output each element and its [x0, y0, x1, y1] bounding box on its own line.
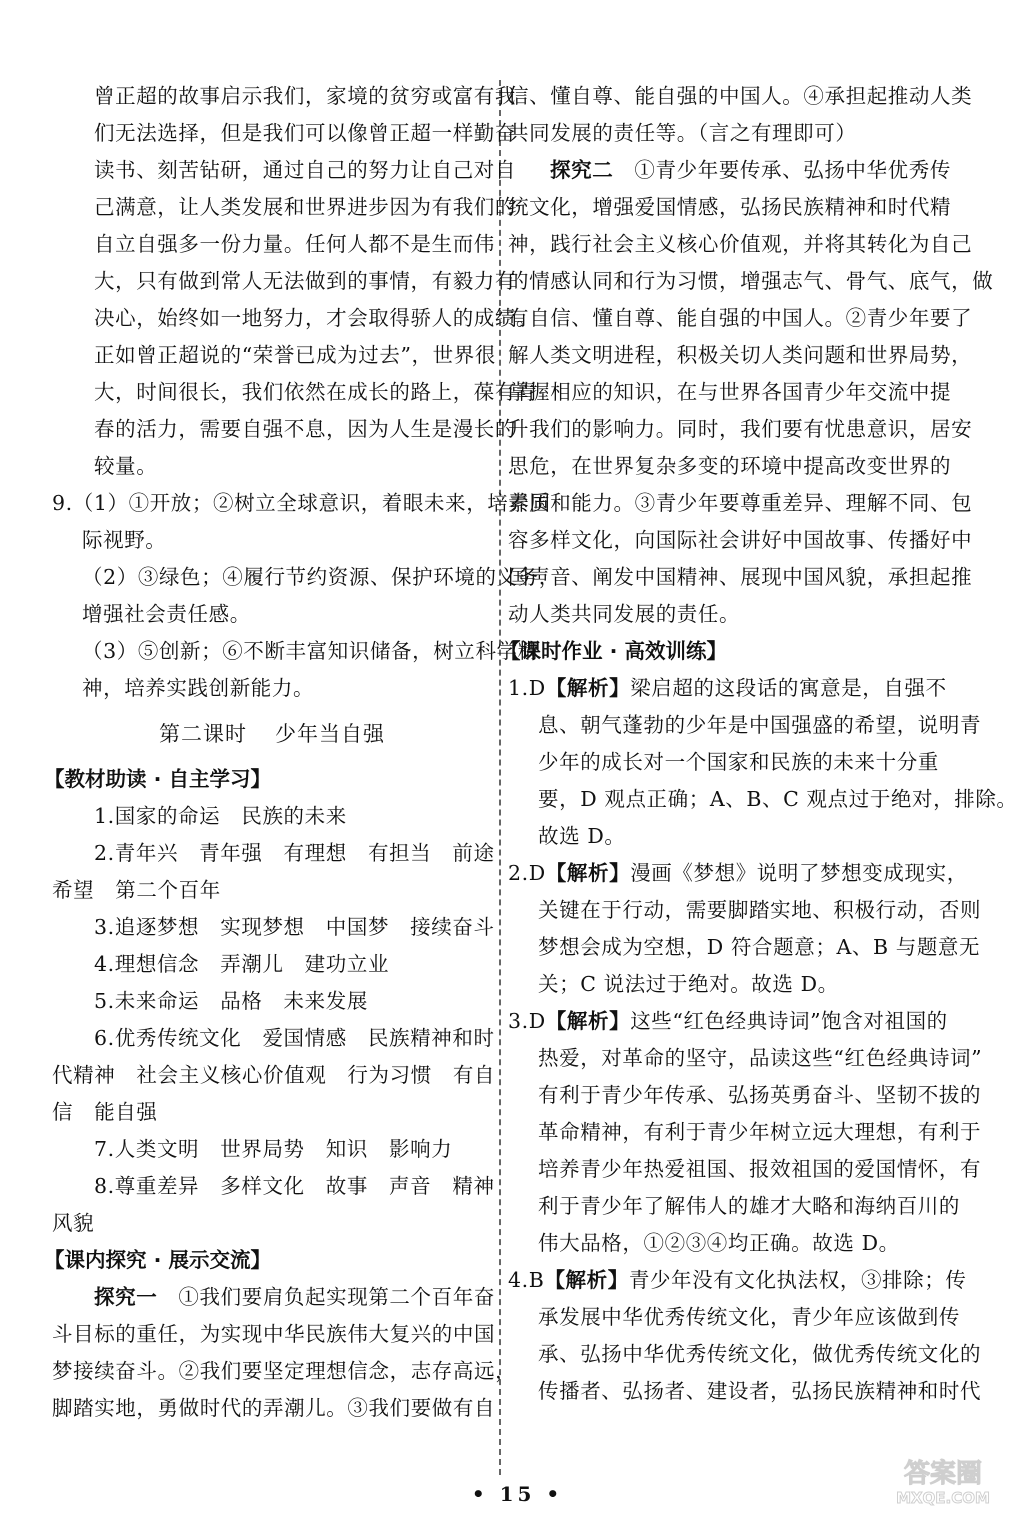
analysis-label: 【解析】: [545, 676, 631, 700]
inquiry-2-line: 动人类共同发展的责任。: [508, 602, 741, 626]
question-2-text: 漫画《梦想》说明了梦想变成现实，: [630, 861, 968, 885]
question-4-line: [508, 1262, 967, 1299]
text-line: 曾正超的故事启示我们，家境的贫穷或富有我: [94, 84, 516, 108]
text-line: 们无法选择，但是我们可以像曾正超一样勤奋: [94, 121, 516, 145]
question-3-line: 利于青少年了解伟人的雄才大略和海纳百川的: [538, 1194, 960, 1218]
question-9-line: 神，培养实践创新能力。: [82, 676, 315, 700]
question-3-line: 有利于青少年传承、弘扬英勇奋斗、坚韧不拔的: [538, 1083, 982, 1107]
inquiry-2-line: 神，践行社会主义核心价值观，并将其转化为自己: [508, 232, 973, 256]
question-4-line: 承、弘扬中华优秀传统文化，做优秀传统文化的: [538, 1342, 982, 1366]
question-1-line: [508, 670, 948, 707]
question-1-line: 息、朝气蓬勃的少年是中国强盛的希望，说明青: [538, 713, 982, 737]
inquiry-2-line: 的情感认同和行为习惯，增强志气、骨气、底气，做: [508, 269, 994, 293]
inquiry-2-line: 素质和能力。③青少年要尊重差异、理解不同、包: [508, 491, 973, 515]
inquiry-1-line: [52, 1279, 495, 1316]
question-1-number: 1.D: [508, 676, 546, 700]
text-line: 己满意，让人类发展和世界进步因为有我们的: [94, 195, 516, 219]
question-2-line: 关键在于行动，需要脚踏实地、积极行动，否则: [538, 898, 982, 922]
text-line: 大，时间很长，我们依然在成长的路上，葆有青: [94, 380, 538, 404]
answer-line: 代精神 社会主义核心价值观 行为习惯 有自: [52, 1063, 496, 1087]
inquiry-2-label: 探究二: [550, 158, 614, 182]
answer-line: 8.尊重差异 多样文化 故事 声音 精神: [94, 1174, 495, 1198]
question-3-line: 革命精神，有利于青少年树立远大理想，有利于: [538, 1120, 982, 1144]
inquiry-2-line: 思危，在世界复杂多变的环境中提高改变世界的: [508, 454, 952, 478]
watermark-logo: [873, 1448, 1013, 1508]
svg-text:答案圈: 答案圈: [903, 1459, 983, 1489]
right-column: [500, 78, 1018, 1410]
text-line: 信、懂自尊、能自强的中国人。④承担起推动人类: [508, 84, 973, 108]
section-heading-homework: 【课时作业 · 高效训练】: [500, 639, 728, 663]
svg-text:MXQE.COM: MXQE.COM: [896, 1489, 990, 1507]
question-2-line: 关；C 说法过于绝对。故选 D。: [538, 972, 839, 996]
inquiry-2-line: 升我们的影响力。同时，我们要有忧患意识，居安: [508, 417, 973, 441]
inquiry-2-line: 统文化，增强爱国情感，弘扬民族精神和时代精: [508, 195, 952, 219]
question-3-text: 这些“红色经典诗词”饱含对祖国的: [630, 1009, 948, 1033]
answer-line: 2.青年兴 青年强 有理想 有担当 前途: [94, 841, 495, 865]
question-9-line: （2）③绿色；④履行节约资源、保护环境的义务，: [82, 565, 560, 589]
inquiry-1-label: 探究一: [94, 1285, 158, 1309]
answer-line: 6.优秀传统文化 爱国情感 民族精神和时: [94, 1026, 495, 1050]
text-line: 决心，始终如一地努力，才会取得骄人的成绩。: [94, 306, 538, 330]
answer-line: 3.追逐梦想 实现梦想 中国梦 接续奋斗: [94, 915, 495, 939]
analysis-label: 【解析】: [544, 1268, 629, 1292]
page-number: • 15 •: [471, 1482, 564, 1506]
question-1-line: 故选 D。: [538, 824, 626, 848]
inquiry-2-line: 有自信、懂自尊、能自强的中国人。②青少年要了: [508, 306, 973, 330]
question-3-line: 伟大品格，①②③④均正确。故选 D。: [538, 1231, 900, 1255]
section-heading-class-inquiry: 【课内探究 · 展示交流】: [44, 1248, 272, 1272]
section-heading-textbook-reading: 【教材助读 · 自主学习】: [44, 767, 272, 791]
inquiry-2-line: [508, 152, 951, 189]
question-9-line: （3）⑤创新；⑥不断丰富知识储备，树立科学精: [82, 639, 539, 663]
question-9-line: 9.（1）①开放；②树立全球意识，着眼未来，培养国: [52, 491, 551, 515]
analysis-label: 【解析】: [545, 1009, 631, 1033]
question-4-line: 承发展中华优秀传统文化，青少年应该做到传: [538, 1305, 960, 1329]
answer-line: 希望 第二个百年: [52, 878, 221, 902]
question-3-number: 3.D: [508, 1009, 546, 1033]
inquiry-2-text: ①青少年要传承、弘扬中华优秀传: [634, 158, 951, 182]
question-9-line: 增强社会责任感。: [82, 602, 251, 626]
text-line: 正如曾正超说的“荣誉已成为过去”，世界很: [94, 343, 496, 367]
text-line: 共同发展的责任等。（言之有理即可）: [508, 121, 857, 145]
answer-line: 7.人类文明 世界局势 知识 影响力: [94, 1137, 453, 1161]
answer-line: 1.国家的命运 民族的未来: [94, 804, 347, 828]
inquiry-2-line: 国声音、阐发中国精神、展现中国风貌，承担起推: [508, 565, 973, 589]
text-line: 较量。: [94, 454, 158, 478]
text-line: 读书、刻苦钻研，通过自己的努力让自己对自: [94, 158, 516, 182]
lesson-title-part: 第二课时: [159, 722, 247, 746]
question-4-number: 4.B: [508, 1268, 545, 1292]
question-1-line: 少年的成长对一个国家和民族的未来十分重: [538, 750, 939, 774]
question-3-line: 热爱，对革命的坚守，品读这些“红色经典诗词”: [538, 1046, 983, 1070]
answer-line: 5.未来命运 品格 未来发展: [94, 989, 368, 1013]
text-line: 春的活力，需要自强不息，因为人生是漫长的: [94, 417, 516, 441]
question-3-line: 培养青少年热爱祖国、报效祖国的爱国情怀，有: [538, 1157, 982, 1181]
question-2-line: 梦想会成为空想，D 符合题意；A、B 与题意无: [538, 935, 981, 959]
inquiry-2-line: 解人类文明进程，积极关切人类问题和世界局势，: [508, 343, 973, 367]
inquiry-2-line: 掌握相应的知识，在与世界各国青少年交流中提: [508, 380, 952, 404]
question-9-line: 际视野。: [82, 528, 167, 552]
text-line: 大，只有做到常人无法做到的事情，有毅力有: [94, 269, 516, 293]
inquiry-1-text: ①我们要肩负起实现第二个百年奋: [178, 1285, 495, 1309]
answer-line: 4.理想信念 弄潮儿 建功立业: [94, 952, 390, 976]
question-1-text: 梁启超的这段话的寓意是，自强不: [630, 676, 947, 700]
text-line: 自立自强多一份力量。任何人都不是生而伟: [94, 232, 495, 256]
question-2-number: 2.D: [508, 861, 546, 885]
lesson-title: [52, 707, 492, 761]
analysis-label: 【解析】: [545, 861, 631, 885]
question-3-line: [508, 1003, 948, 1040]
answer-line: 风貌: [52, 1211, 95, 1235]
answer-line: 信 能自强: [52, 1100, 158, 1124]
inquiry-1-line: 斗目标的重任，为实现中华民族伟大复兴的中国: [52, 1322, 496, 1346]
question-1-line: 要，D 观点正确；A、B、C 观点过于绝对，排除。: [538, 787, 1018, 811]
inquiry-1-line: 脚踏实地，勇做时代的弄潮儿。③我们要做有自: [52, 1396, 496, 1420]
inquiry-2-line: 容多样文化，向国际社会讲好中国故事、传播好中: [508, 528, 973, 552]
inquiry-1-line: 梦接续奋斗。②我们要坚定理想信念，志存高远，: [52, 1359, 517, 1383]
lesson-title-part: 少年当自强: [275, 722, 385, 746]
question-4-line: 传播者、弘扬者、建设者，弘扬民族精神和时代: [538, 1379, 982, 1403]
question-4-text: 青少年没有文化执法权，③排除；传: [628, 1268, 967, 1292]
question-2-line: [508, 855, 968, 892]
